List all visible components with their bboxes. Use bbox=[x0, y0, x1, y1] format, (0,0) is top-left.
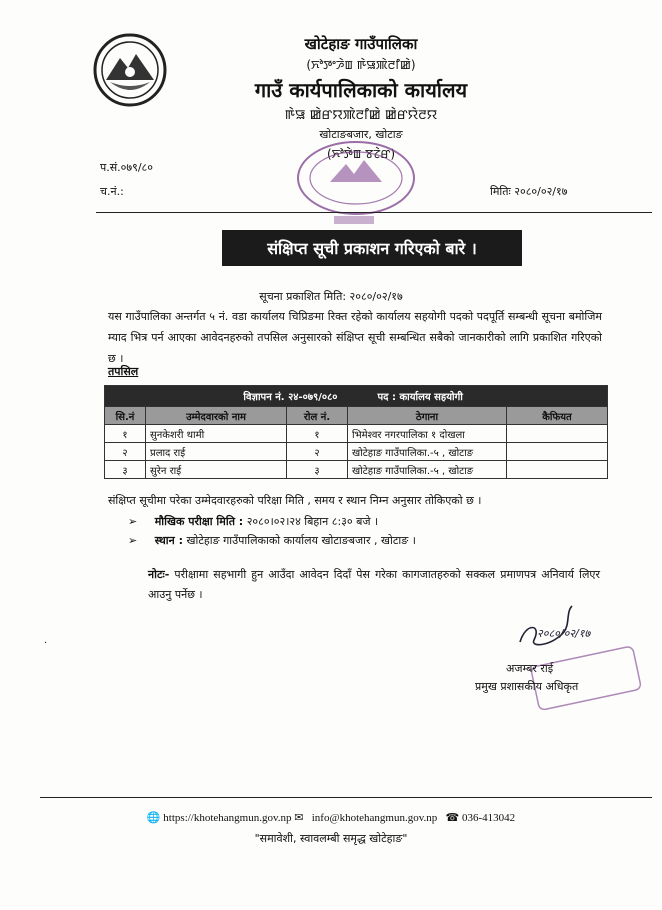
venue-label: स्थान : bbox=[154, 534, 183, 547]
municipality-name: खोटेहाङ गाउँपालिका bbox=[304, 35, 418, 53]
advert-number: विज्ञापन नं. २४-०७९/०८० bbox=[105, 386, 348, 407]
table-advert-row bbox=[105, 386, 608, 407]
table-row bbox=[105, 443, 608, 461]
cell-remark bbox=[507, 443, 608, 461]
office-name: गाउँ कार्यपालिकाको कार्यालय bbox=[254, 78, 468, 102]
cell-serial: ३ bbox=[105, 461, 146, 479]
cell-roll: २ bbox=[287, 443, 348, 461]
cell-address: भिमेश्वर नगरपालिका १ दोखला bbox=[348, 425, 507, 443]
exam-note: संक्षिप्त सूचीमा परेका उम्मेदवारहरुको परिक्षा मिति , समय र स्थान निम्न अनुसार तोकिएको छ । bbox=[108, 494, 482, 507]
signatory-title: प्रमुख प्रशासकीय अधिकृत bbox=[475, 680, 579, 693]
letter-number: प.सं.०७९/८० bbox=[100, 161, 153, 174]
header-divider bbox=[96, 212, 652, 213]
col-address: ठेगाना bbox=[348, 407, 507, 425]
mail-icon: ✉ bbox=[294, 812, 304, 824]
col-roll: रोल नं. bbox=[287, 407, 348, 425]
office-stamp bbox=[290, 138, 422, 228]
venue-value: खोटेहाङ गाउँपालिकाको कार्यालय खोटाङबजार , खोटाङ । bbox=[186, 534, 416, 547]
footer-contact bbox=[0, 811, 662, 824]
oral-label: मौखिक परीक्षा मिति : bbox=[154, 515, 244, 528]
table-header-row bbox=[105, 407, 608, 425]
exam-venue bbox=[128, 533, 416, 548]
office-name-local: ꯒꯥꯎ ꯀꯥꯔꯌꯄꯥꯂꯤꯀꯥ ꯀꯥꯔꯌꯥꯂꯌ bbox=[284, 108, 438, 123]
cell-remark bbox=[507, 425, 608, 443]
footer-divider bbox=[40, 797, 652, 798]
cell-roll: १ bbox=[287, 425, 348, 443]
dispatch-number: च.नं.: bbox=[100, 185, 124, 198]
table-row bbox=[105, 425, 608, 443]
signatory-name: अजम्बर राई bbox=[506, 662, 554, 675]
col-name: उम्मेदवारको नाम bbox=[146, 407, 287, 425]
intro-paragraph: यस गाउँपालिका अन्तर्गत ५ नं. वडा कार्यालय चिप्रिङमा रिक्त रहेको कार्यालय सहयोगी पदको पदपूर्ति सम्बन्धी सूचना बमोजिम म्याद भित्र पर्न आएका आवेदनहरुको तपसिल अनुसारको संक्षिप्त सूची सम्बन्धित सबैको जानकारीको लागि प्रकाशित गरिएको छ । bbox=[108, 310, 602, 365]
cell-name: प्रलाद राई bbox=[146, 443, 287, 461]
arrow-icon: ➢ bbox=[128, 515, 138, 528]
tapsil-heading: तपसिल bbox=[108, 365, 139, 378]
municipality-name-local: (ꯈꯣꯇꯦꯍꯥꯡ ꯒꯥꯎꯄꯥꯂꯤꯀꯥ) bbox=[306, 58, 416, 72]
officer-stamp bbox=[528, 646, 646, 710]
arrow-icon: ➢ bbox=[128, 534, 138, 547]
office-address: खोटाङबजार, खोटाङ bbox=[319, 128, 403, 141]
cell-serial: २ bbox=[105, 443, 146, 461]
office-address-local: (ꯈꯣꯇꯥꯡ ꯕꯖꯥꯔ) bbox=[326, 147, 396, 161]
email-link[interactable]: info@khotehangmun.gov.np bbox=[311, 812, 438, 824]
col-serial: सि.नं bbox=[105, 407, 146, 425]
cell-remark bbox=[507, 461, 608, 479]
cell-serial: १ bbox=[105, 425, 146, 443]
publish-date: सूचना प्रकाशित मिति: २०८०/०२/१७ bbox=[259, 290, 403, 303]
note-text: परीक्षामा सहभागी हुन आउँदा आवेदन दिदाँ पेस गरेका कागजातहरुको सक्कल प्रमाणपत्र अनिवार्य लिएर आउनु पर्नेछ । bbox=[148, 568, 600, 601]
notice-subject: संक्षिप्त सूची प्रकाशन गरिएको बारे । bbox=[222, 230, 522, 266]
candidate-table bbox=[104, 385, 608, 479]
cell-name: सुनकेशरी थामी bbox=[146, 425, 287, 443]
signature-date: २०८०/०२/१७ bbox=[537, 627, 591, 640]
note-paragraph bbox=[148, 565, 600, 605]
website-link[interactable]: https://khotehangmun.gov.np bbox=[163, 812, 292, 824]
cell-address: खोटेहाङ गाउँपालिका.-५ , खोटाङ bbox=[348, 443, 507, 461]
oral-value: २०८०।०२।२४ बिहान ८:३० बजे । bbox=[246, 515, 379, 528]
note-label: नोटः- bbox=[148, 568, 170, 581]
table-row bbox=[105, 461, 608, 479]
cell-roll: ३ bbox=[287, 461, 348, 479]
margin-mark: · bbox=[44, 638, 48, 649]
phone-number: 036-413042 bbox=[461, 812, 516, 824]
col-remark: कैफियत bbox=[507, 407, 608, 425]
exam-oral bbox=[128, 514, 378, 529]
cell-address: खोटेहाङ गाउँपालिका.-५ , खोटाङ bbox=[348, 461, 507, 479]
phone-icon: ☎ bbox=[445, 812, 460, 824]
post-name: पद : कार्यालय सहयोगी bbox=[348, 386, 608, 407]
footer-slogan: "समावेशी, स्वावलम्बी समृद्ध खोटेहाङ" bbox=[254, 832, 408, 845]
cell-name: सुरेन राई bbox=[146, 461, 287, 479]
letter-date: मितिः २०८०/०२/१७ bbox=[490, 185, 568, 198]
globe-icon: 🌐 bbox=[146, 812, 161, 824]
